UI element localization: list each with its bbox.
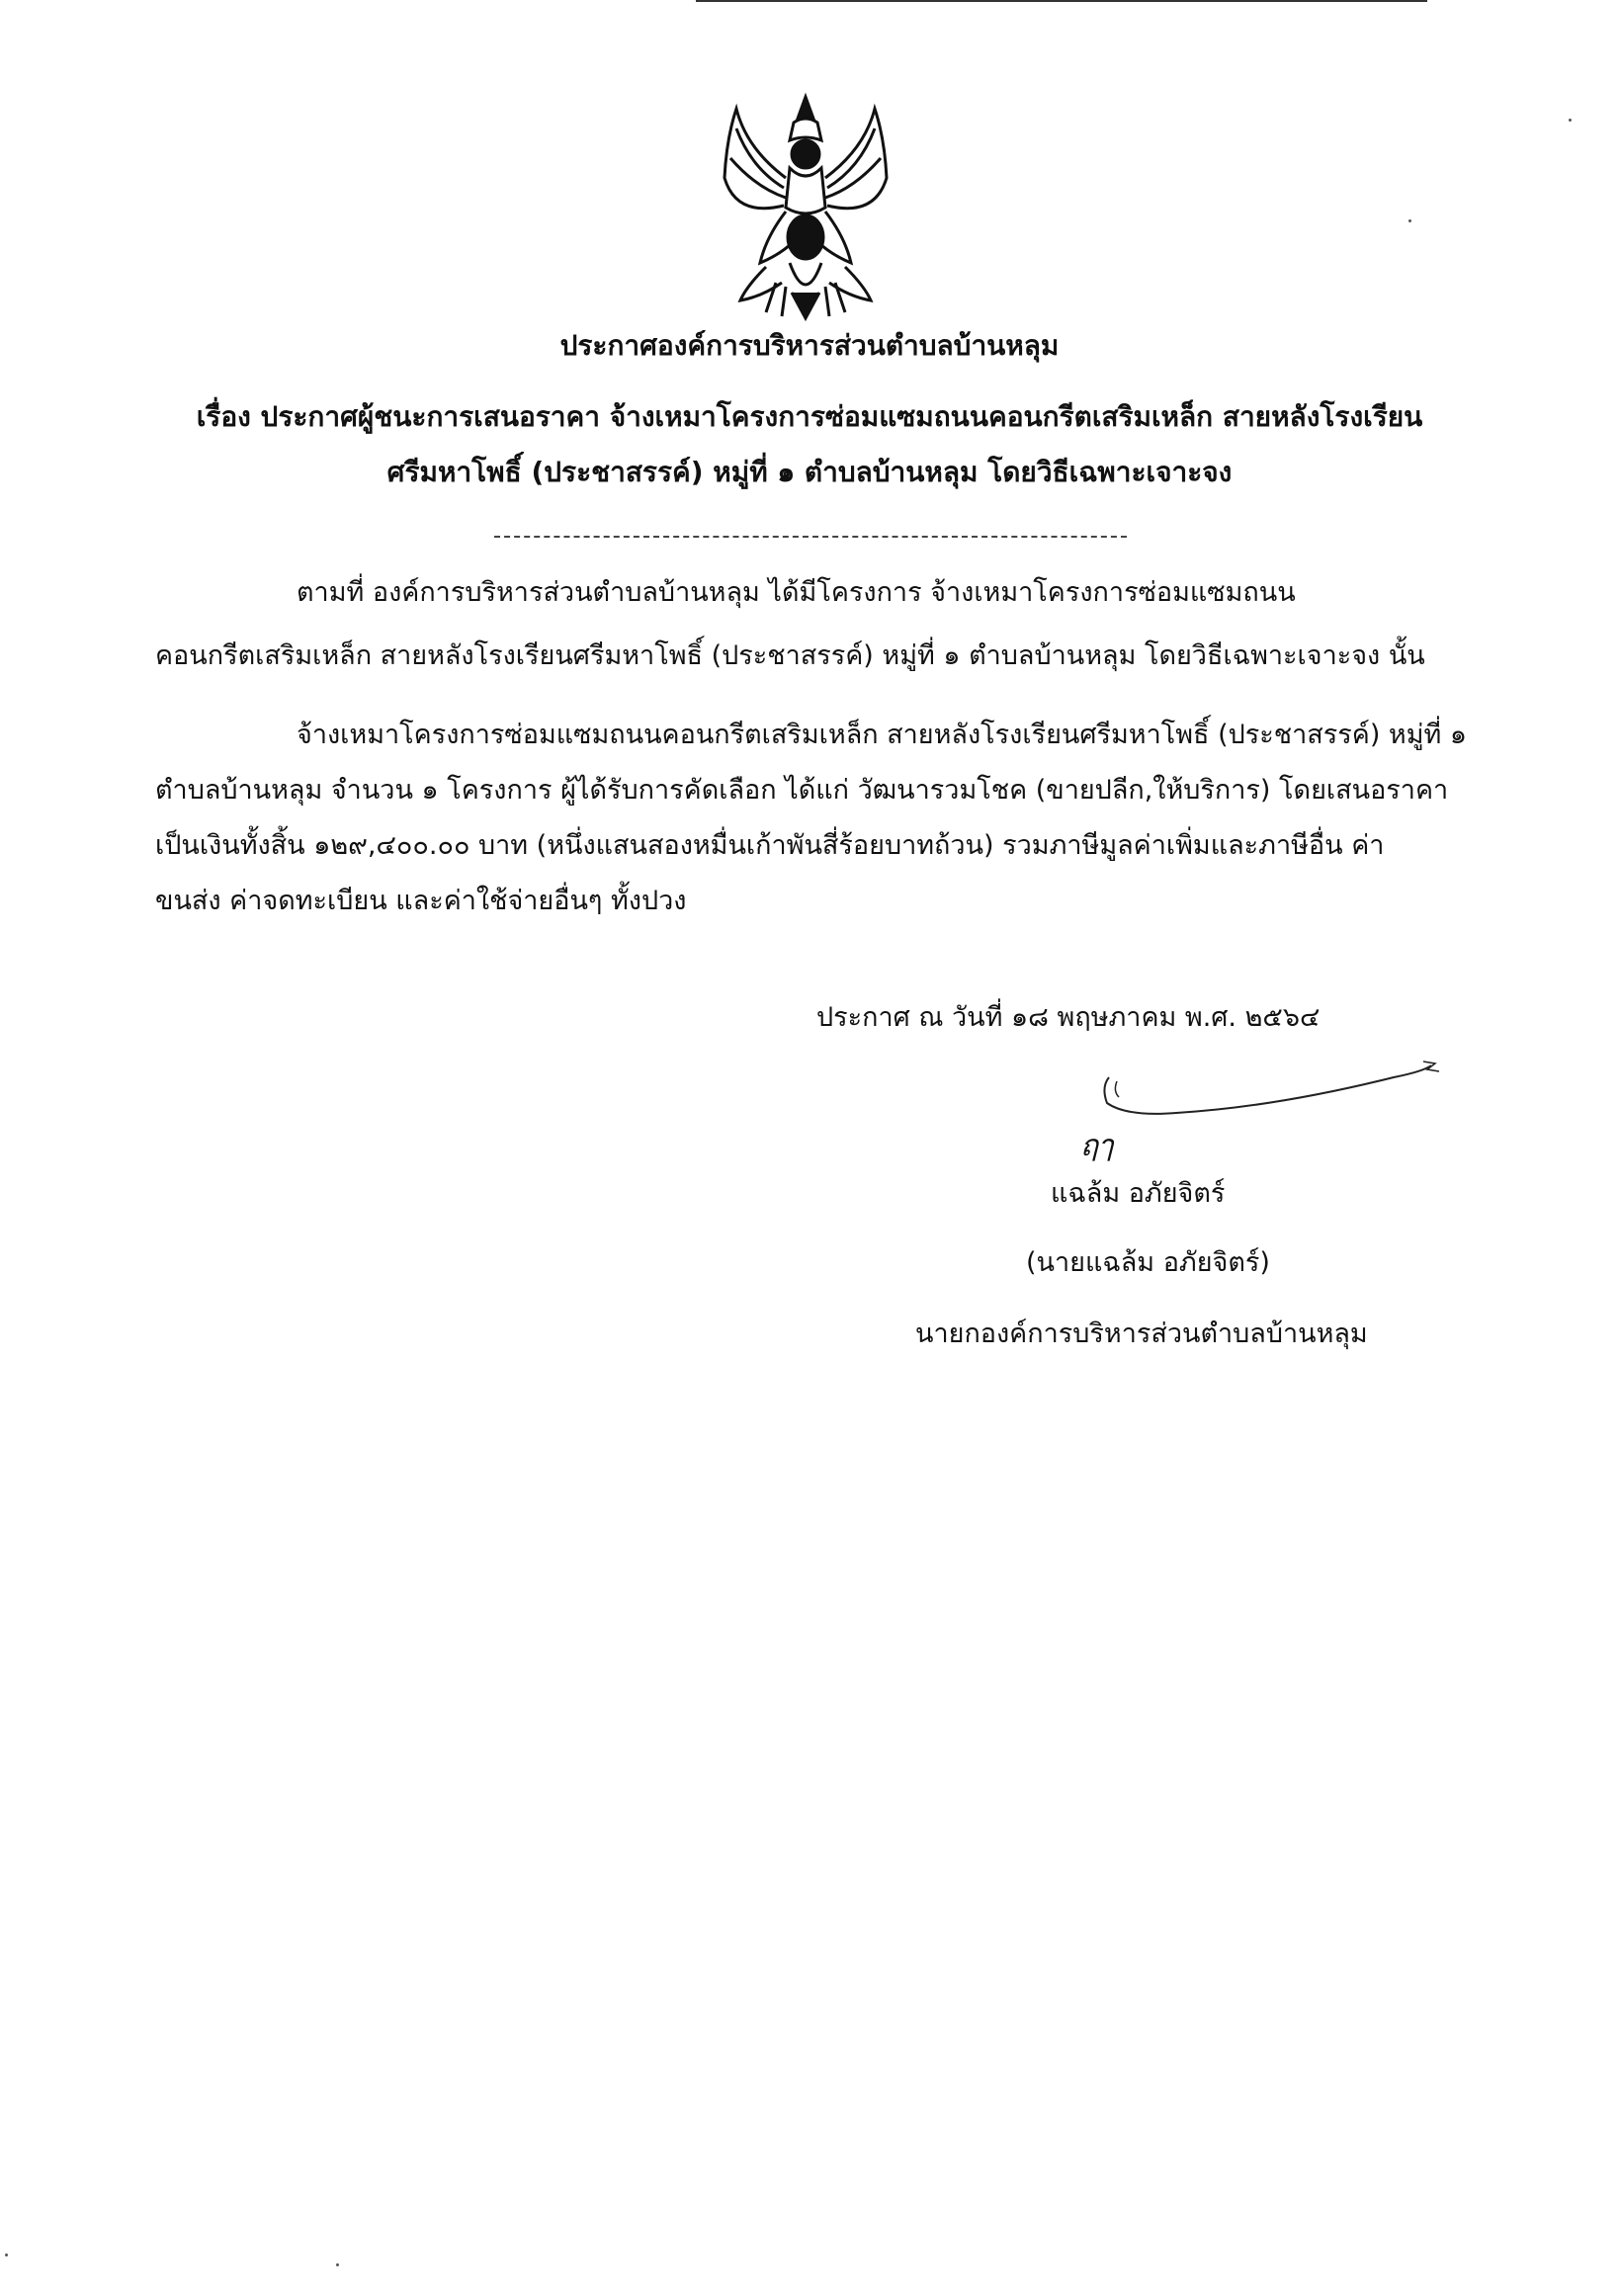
- scan-speck: [1408, 219, 1411, 222]
- paragraph-2-line-2: ตำบลบ้านหลุม จำนวน ๑ โครงการ ผู้ได้รับการคัดเลือก ได้แก่ วัฒนารวมโชค (ขายปลีก,ให้บริการ) โดยเสนอราคา: [155, 775, 1449, 806]
- scan-speck: [336, 2263, 339, 2266]
- signatory-full-name: (นายแฉล้ม อภัยจิตร์): [1026, 1247, 1270, 1278]
- announcement-date: ประกาศ ณ วันที่ ๑๘ พฤษภาคม พ.ศ. ๒๕๖๔: [816, 1002, 1321, 1033]
- organization-title: ประกาศองค์การบริหารส่วนตำบลบ้านหลุม: [559, 329, 1060, 362]
- scan-speck: [1569, 119, 1572, 122]
- paragraph-2-line-4: ขนส่ง ค่าจดทะเบียน และค่าใช้จ่ายอื่นๆ ทั้งปวง: [155, 886, 687, 916]
- signature-icon: [1097, 1048, 1453, 1156]
- handwritten-initials: ฤๅ: [1080, 1129, 1113, 1163]
- paragraph-1-line-2: คอนกรีตเสริมเหล็ก สายหลังโรงเรียนศรีมหาโพธิ์ (ประชาสรรค์) หมู่ที่ ๑ ตำบลบ้านหลุม โดยวิธีเฉพาะเจาะจง นั้น: [155, 640, 1425, 671]
- scan-speck: [5, 2253, 8, 2256]
- subject-line-1: เรื่อง ประกาศผู้ชนะการเสนอราคา จ้างเหมาโครงการซ่อมแซมถนนคอนกรีตเสริมเหล็ก สายหลังโรงเรียน: [196, 400, 1423, 433]
- header-divider: [494, 536, 1127, 538]
- signatory-position: นายกองค์การบริหารส่วนตำบลบ้านหลุม: [915, 1318, 1368, 1349]
- paragraph-2-line-1: จ้างเหมาโครงการซ่อมแซมถนนคอนกรีตเสริมเหล็ก สายหลังโรงเรียนศรีมหาโพธิ์ (ประชาสรรค์) หมู่ที่ ๑: [297, 720, 1468, 750]
- paragraph-2-line-3: เป็นเงินทั้งสิ้น ๑๒๙,๔๐๐.๐๐ บาท (หนึ่งแสนสองหมื่นเก้าพันสี่ร้อยบาทถ้วน) รวมภาษีมูลค่าเพิ่มและภาษีอื่น ค่า: [155, 830, 1385, 861]
- subject-line-2: ศรีมหาโพธิ์ (ประชาสรรค์) หมู่ที่ ๑ ตำบลบ้านหลุม โดยวิธีเฉพาะเจาะจง: [386, 456, 1233, 488]
- garuda-emblem-icon: [707, 89, 904, 326]
- scan-artifact-line: [696, 0, 1427, 2]
- paragraph-1-line-1: ตามที่ องค์การบริหารส่วนตำบลบ้านหลุม ได้มีโครงการ จ้างเหมาโครงการซ่อมแซมถนน: [297, 577, 1296, 608]
- signatory-name: แฉล้ม อภัยจิตร์: [1051, 1178, 1226, 1209]
